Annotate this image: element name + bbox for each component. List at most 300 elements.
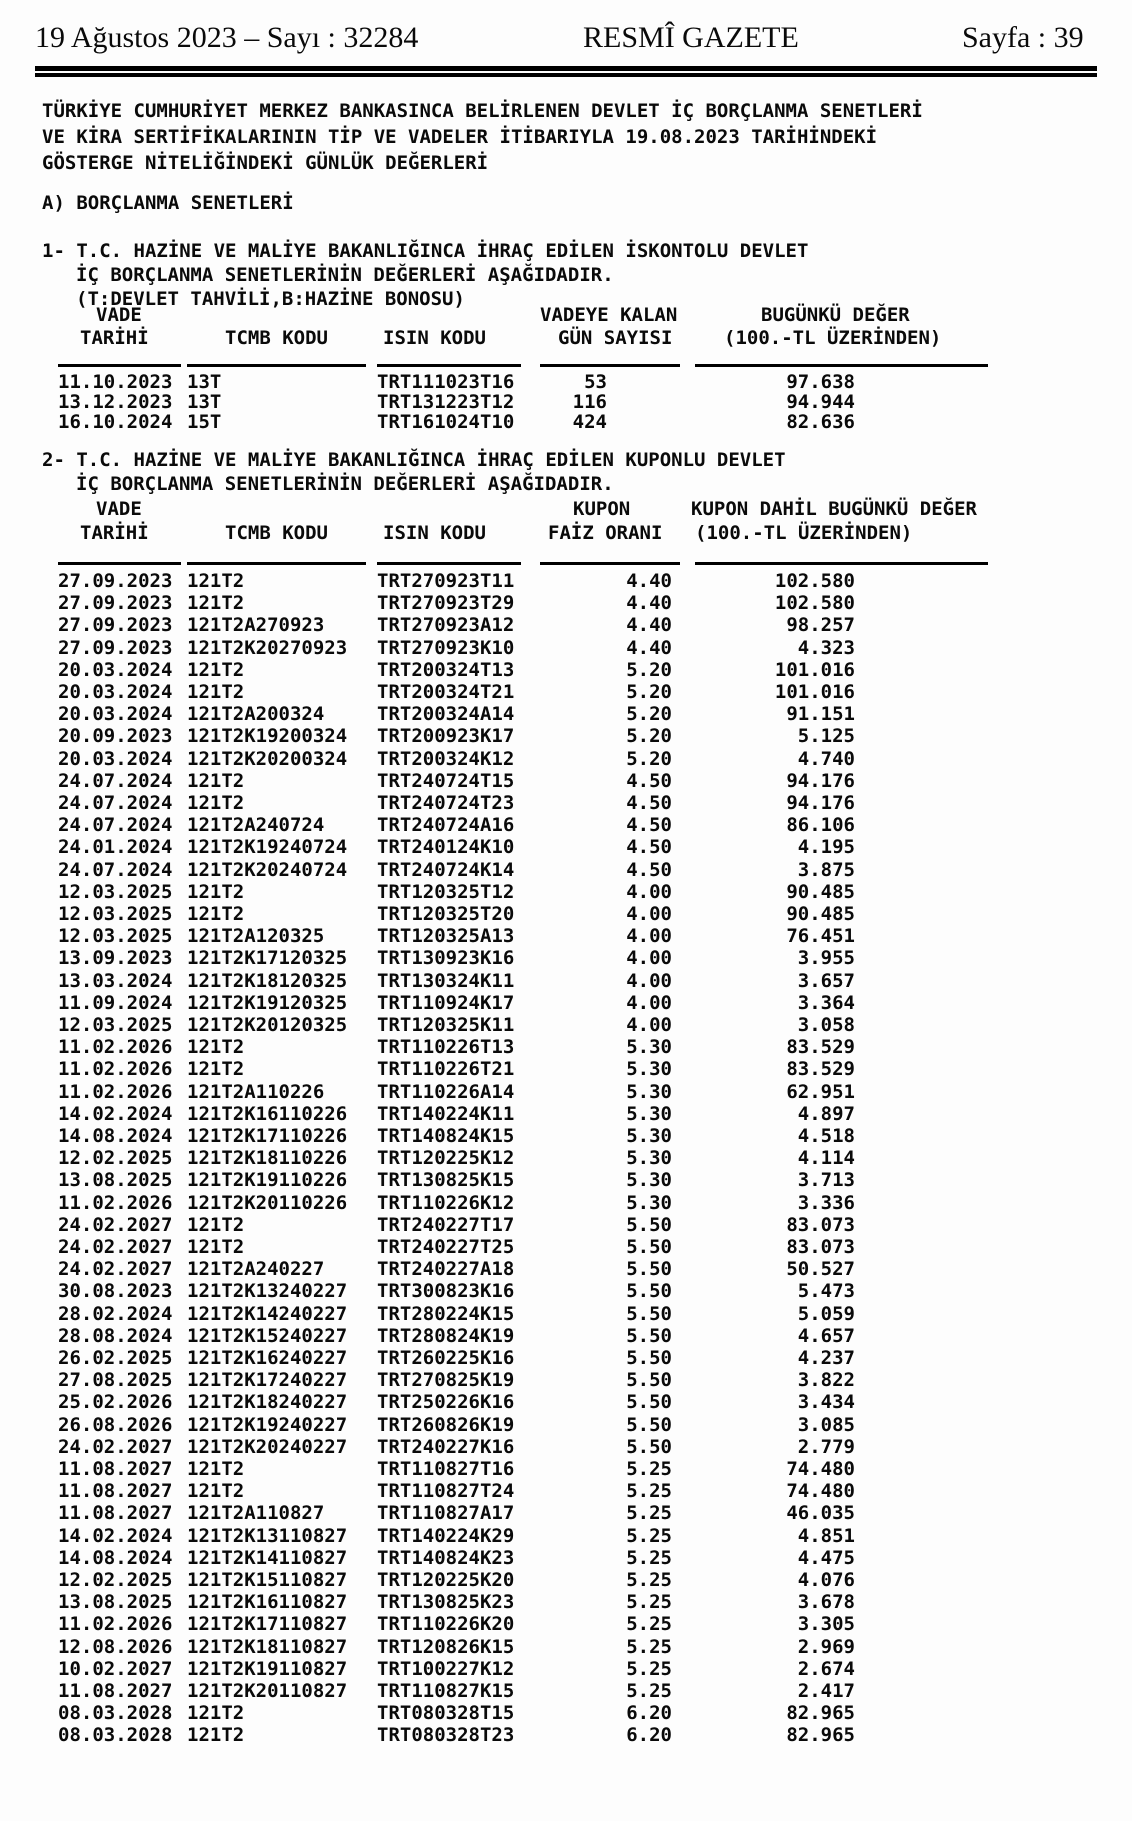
table-cell: 3.336 — [797, 1191, 855, 1214]
table-cell: 121T2A110226 — [187, 1080, 325, 1103]
table-cell: 74.480 — [786, 1458, 855, 1480]
table-cell: 25.02.2026 — [58, 1391, 173, 1414]
table-cell: 11.08.2027 — [58, 1480, 173, 1503]
table-cell: 24.01.2024 — [58, 836, 173, 859]
table-cell: 5.50 — [626, 1280, 672, 1303]
table-row — [0, 1280, 1132, 1302]
table-cell: 13T — [187, 371, 222, 393]
table-cell: 5.30 — [626, 1147, 672, 1170]
table-cell: 94.944 — [786, 391, 855, 413]
table-cell: 5.50 — [626, 1258, 672, 1281]
table1-header-tcmb: TCMB KODU — [225, 327, 328, 349]
table-cell: 14.08.2024 — [58, 1125, 173, 1147]
table-cell: 5.25 — [626, 1657, 672, 1680]
table-row — [0, 659, 1132, 681]
table1-header-isin: ISIN KODU — [383, 327, 486, 349]
table-cell: 121T2K17110827 — [187, 1613, 348, 1636]
table-cell: 82.965 — [786, 1724, 855, 1747]
table-row — [0, 1680, 1132, 1702]
table-cell: 27.09.2023 — [58, 614, 173, 637]
table-cell: 11.09.2024 — [58, 991, 173, 1014]
table-cell: 5.30 — [626, 1125, 672, 1147]
table1-intro-line: 1- T.C. HAZİNE VE MALİYE BAKANLIĞINCA İHRAÇ EDİLEN İSKONTOLU DEVLET — [42, 240, 809, 262]
table-cell: 82.965 — [786, 1702, 855, 1725]
table-cell: 5.25 — [626, 1502, 672, 1525]
table-cell: 11.08.2027 — [58, 1458, 173, 1480]
table-row — [0, 725, 1132, 747]
table-cell: 121T2 — [187, 1236, 245, 1258]
table-cell: 121T2K18110226 — [187, 1147, 348, 1170]
table-cell: 14.02.2024 — [58, 1102, 173, 1125]
table-cell: 5.50 — [626, 1236, 672, 1258]
table-cell: 08.03.2028 — [58, 1724, 173, 1747]
table-cell: TRT270923A12 — [377, 614, 515, 637]
table-cell: 116 — [572, 391, 607, 413]
table2-intro-line: İÇ BORÇLANMA SENETLERİNİN DEĞERLERİ AŞAĞIDADIR. — [76, 473, 614, 495]
table-cell: 4.195 — [797, 836, 855, 859]
table2-header-col4b: FAİZ ORANI — [548, 522, 663, 544]
table-cell: 5.25 — [626, 1680, 672, 1702]
table-cell: 4.50 — [626, 836, 672, 859]
table-cell: TRT280224K15 — [377, 1302, 515, 1325]
table-row — [0, 1325, 1132, 1347]
table-cell: TRT140824K23 — [377, 1546, 515, 1569]
table-cell: 121T2 — [187, 658, 245, 681]
table-cell: 4.114 — [797, 1147, 855, 1170]
table-cell: TRT110924K17 — [377, 991, 515, 1014]
table-cell: 121T2K20240724 — [187, 858, 348, 881]
table-cell: 121T2A200324 — [187, 703, 325, 726]
table-cell: 11.10.2023 — [58, 371, 173, 393]
table-cell: 102.580 — [774, 570, 855, 592]
table-cell: 5.473 — [797, 1280, 855, 1303]
table-cell: 4.50 — [626, 769, 672, 792]
table-row — [0, 1058, 1132, 1080]
table-cell: TRT130825K15 — [377, 1169, 515, 1192]
table-cell: 5.50 — [626, 1391, 672, 1414]
table1-body — [0, 371, 1132, 433]
table-cell: 121T2 — [187, 1480, 245, 1503]
table-cell: 4.518 — [797, 1125, 855, 1147]
table-cell: 121T2K18110827 — [187, 1635, 348, 1658]
table-cell: TRT200324A14 — [377, 703, 515, 726]
table-row — [0, 1236, 1132, 1258]
table-cell: 24.07.2024 — [58, 858, 173, 881]
table-cell: 20.03.2024 — [58, 703, 173, 726]
table-row — [0, 1658, 1132, 1680]
table-cell: 24.02.2027 — [58, 1435, 173, 1458]
table-row — [0, 792, 1132, 814]
table-cell: 20.03.2024 — [58, 747, 173, 770]
table-cell: 121T2A240227 — [187, 1258, 325, 1281]
table-cell: 12.03.2025 — [58, 903, 173, 925]
table-row — [0, 614, 1132, 636]
table-cell: 83.529 — [786, 1036, 855, 1059]
table-cell: 121T2 — [187, 1702, 245, 1725]
table-cell: 5.50 — [626, 1347, 672, 1369]
table-cell: TRT120826K15 — [377, 1635, 515, 1658]
table-cell: 5.25 — [626, 1480, 672, 1503]
table-cell: 11.02.2026 — [58, 1080, 173, 1103]
table-cell: 5.25 — [626, 1613, 672, 1636]
table-cell: 11.02.2026 — [58, 1036, 173, 1059]
table-cell: 24.07.2024 — [58, 792, 173, 814]
table-cell: 121T2K15110827 — [187, 1569, 348, 1591]
table-cell: 5.25 — [626, 1569, 672, 1591]
table-cell: 121T2K17120325 — [187, 947, 348, 970]
table-cell: 76.451 — [786, 925, 855, 948]
table-row — [0, 1569, 1132, 1591]
table-cell: 121T2K19240227 — [187, 1413, 348, 1436]
table-cell: 26.08.2026 — [58, 1413, 173, 1436]
table-cell: TRT240724T23 — [377, 792, 515, 814]
table-cell: TRT240227K16 — [377, 1435, 515, 1458]
table-cell: TRT111023T16 — [377, 371, 515, 393]
table-row — [0, 411, 1132, 433]
table-row — [0, 371, 1132, 393]
table2-header-tarihi: TARİHİ — [80, 522, 149, 544]
table-row — [0, 1391, 1132, 1413]
table-cell: 4.00 — [626, 1014, 672, 1036]
table-row — [0, 1724, 1132, 1746]
table-cell: TRT120325K11 — [377, 1014, 515, 1036]
table-cell: 5.30 — [626, 1080, 672, 1103]
table-cell: 101.016 — [774, 681, 855, 703]
table-cell: 4.00 — [626, 880, 672, 903]
table-row — [0, 881, 1132, 903]
table-cell: 3.713 — [797, 1169, 855, 1192]
table-cell: TRT110827T24 — [377, 1480, 515, 1503]
table-cell: TRT270923T29 — [377, 592, 515, 615]
table-row — [0, 1147, 1132, 1169]
table-row — [0, 1347, 1132, 1369]
table-cell: 121T2K16110226 — [187, 1102, 348, 1125]
table-cell: 5.20 — [626, 703, 672, 726]
table-cell: TRT130324K11 — [377, 969, 515, 992]
table-cell: 121T2K20120325 — [187, 1014, 348, 1036]
table-row — [0, 1525, 1132, 1547]
table-cell: 5.20 — [626, 747, 672, 770]
table1-header-col5: BUGÜNKÜ DEĞER — [761, 304, 910, 326]
table-cell: TRT270923T11 — [377, 570, 515, 592]
table-cell: TRT120325A13 — [377, 925, 515, 948]
table-cell: TRT131223T12 — [377, 391, 515, 413]
table-cell: 121T2 — [187, 903, 245, 925]
table-cell: 3.058 — [797, 1014, 855, 1036]
table-row — [0, 903, 1132, 925]
table-cell: 4.40 — [626, 614, 672, 637]
table-cell: 4.50 — [626, 814, 672, 837]
table-cell: 121T2A110827 — [187, 1502, 325, 1525]
table-row — [0, 970, 1132, 992]
table-cell: 121T2K20110226 — [187, 1191, 348, 1214]
table-cell: TRT110226K12 — [377, 1191, 515, 1214]
table-cell: 83.073 — [786, 1213, 855, 1236]
masthead-rule-bottom — [35, 73, 1097, 77]
document-title-line: GÖSTERGE NİTELİĞİNDEKİ GÜNLÜK DEĞERLERİ — [42, 152, 489, 174]
table-cell: TRT240227T17 — [377, 1213, 515, 1236]
table2-header-col5b: (100.-TL ÜZERİNDEN) — [695, 522, 913, 544]
table-cell: 424 — [572, 411, 607, 433]
table-cell: TRT161024T10 — [377, 411, 515, 433]
table-row — [0, 1081, 1132, 1103]
masthead-page-number: Sayfa : 39 — [962, 21, 1084, 54]
table-cell: 121T2 — [187, 880, 245, 903]
table2-body — [0, 570, 1132, 1750]
table-cell: 12.03.2025 — [58, 1014, 173, 1036]
table-cell: 121T2K14110827 — [187, 1546, 348, 1569]
table-cell: 121T2K16240227 — [187, 1347, 348, 1369]
table-cell: 3.822 — [797, 1369, 855, 1392]
table-cell: 4.897 — [797, 1102, 855, 1125]
table-cell: TRT200923K17 — [377, 725, 515, 748]
table-cell: 121T2K19110226 — [187, 1169, 348, 1192]
table-cell: 82.636 — [786, 411, 855, 433]
table-cell: 3.875 — [797, 858, 855, 881]
table-cell: 83.529 — [786, 1058, 855, 1081]
table-cell: 62.951 — [786, 1080, 855, 1103]
table-cell: TRT120325T20 — [377, 903, 515, 925]
table1-intro-line: İÇ BORÇLANMA SENETLERİNİN DEĞERLERİ AŞAĞIDADIR. — [76, 264, 614, 286]
table-cell: 27.09.2023 — [58, 570, 173, 592]
table-cell: 97.638 — [786, 371, 855, 393]
masthead-title: RESMÎ GAZETE — [583, 21, 799, 54]
table-cell: 24.02.2027 — [58, 1258, 173, 1281]
table-cell: 5.50 — [626, 1324, 672, 1347]
table-cell: TRT240124K10 — [377, 836, 515, 859]
table-cell: 14.02.2024 — [58, 1524, 173, 1547]
table-cell: TRT110827K15 — [377, 1680, 515, 1702]
table-row — [0, 748, 1132, 770]
table-cell: 83.073 — [786, 1236, 855, 1258]
table-cell: 74.480 — [786, 1480, 855, 1503]
table-cell: 50.527 — [786, 1258, 855, 1281]
table-cell: 27.09.2023 — [58, 636, 173, 659]
table-cell: 3.434 — [797, 1391, 855, 1414]
table-cell: 3.955 — [797, 947, 855, 970]
table-row — [0, 570, 1132, 592]
table-cell: TRT080328T15 — [377, 1702, 515, 1725]
table2-header-vade: VADE — [96, 498, 142, 520]
table-row — [0, 1502, 1132, 1524]
table-row — [0, 1169, 1132, 1191]
table-cell: 46.035 — [786, 1502, 855, 1525]
table-row — [0, 836, 1132, 858]
table-row — [0, 391, 1132, 413]
table-cell: 121T2 — [187, 1036, 245, 1059]
table-cell: 121T2K13110827 — [187, 1524, 348, 1547]
table-cell: 12.03.2025 — [58, 880, 173, 903]
table-cell: 121T2K17110226 — [187, 1125, 348, 1147]
table-cell: TRT100227K12 — [377, 1657, 515, 1680]
table-cell: 121T2 — [187, 769, 245, 792]
table-cell: 94.176 — [786, 792, 855, 814]
table-cell: 5.30 — [626, 1102, 672, 1125]
table-cell: 11.02.2026 — [58, 1613, 173, 1636]
table-row — [0, 1436, 1132, 1458]
table1-header-col4: VADEYE KALAN — [540, 304, 678, 326]
table-cell: 5.50 — [626, 1302, 672, 1325]
masthead-date-issue: 19 Ağustos 2023 – Sayı : 32284 — [35, 21, 419, 54]
table-cell: 12.02.2025 — [58, 1147, 173, 1170]
table-cell: 13T — [187, 391, 222, 413]
table-cell: 121T2K20270923 — [187, 636, 348, 659]
table-cell: 27.08.2025 — [58, 1369, 173, 1392]
table-cell: 5.20 — [626, 681, 672, 703]
table-cell: 24.02.2027 — [58, 1213, 173, 1236]
table-cell: TRT240724T15 — [377, 769, 515, 792]
table-cell: 5.25 — [626, 1524, 672, 1547]
table-cell: 13.12.2023 — [58, 391, 173, 413]
table-cell: 91.151 — [786, 703, 855, 726]
table-row — [0, 1613, 1132, 1635]
table-cell: 121T2 — [187, 592, 245, 615]
table-cell: 16.10.2024 — [58, 411, 173, 433]
table-cell: 121T2 — [187, 1724, 245, 1747]
table-cell: 20.03.2024 — [58, 658, 173, 681]
table-cell: 5.30 — [626, 1191, 672, 1214]
table-cell: 4.475 — [797, 1546, 855, 1569]
table-cell: 121T2 — [187, 681, 245, 703]
table-cell: 121T2 — [187, 570, 245, 592]
table-cell: 5.50 — [626, 1369, 672, 1392]
table-row — [0, 859, 1132, 881]
table-cell: 4.50 — [626, 792, 672, 814]
table-row — [0, 592, 1132, 614]
table-cell: 3.085 — [797, 1413, 855, 1436]
table-cell: TRT280824K19 — [377, 1324, 515, 1347]
table-cell: 2.969 — [797, 1635, 855, 1658]
table-cell: 4.323 — [797, 636, 855, 659]
table-cell: TRT110226T13 — [377, 1036, 515, 1059]
table-cell: TRT240724A16 — [377, 814, 515, 837]
table-cell: 98.257 — [786, 614, 855, 637]
table-row — [0, 947, 1132, 969]
table-cell: TRT140224K29 — [377, 1524, 515, 1547]
table-cell: TRT120225K12 — [377, 1147, 515, 1170]
table1-header-vade: VADE — [96, 304, 142, 326]
table-cell: 121T2K19240724 — [187, 836, 348, 859]
table-cell: 4.740 — [797, 747, 855, 770]
table-cell: TRT270923K10 — [377, 636, 515, 659]
table-row — [0, 1547, 1132, 1569]
table-cell: 121T2K18120325 — [187, 969, 348, 992]
table-cell: TRT120225K20 — [377, 1569, 515, 1591]
table-cell: 20.03.2024 — [58, 681, 173, 703]
table-cell: TRT270825K19 — [377, 1369, 515, 1392]
table1-intro-line: (T:DEVLET TAHVİLİ,B:HAZİNE BONOSU) — [76, 288, 465, 310]
table-cell: TRT260225K16 — [377, 1347, 515, 1369]
table-cell: TRT110226T21 — [377, 1058, 515, 1081]
table-row — [0, 1591, 1132, 1613]
table-cell: 86.106 — [786, 814, 855, 837]
table2-intro-line: 2- T.C. HAZİNE VE MALİYE BAKANLIĞINCA İHRAÇ EDİLEN KUPONLU DEVLET — [42, 449, 786, 471]
table-row — [0, 1214, 1132, 1236]
table-cell: 5.50 — [626, 1413, 672, 1436]
table-cell: 15T — [187, 411, 222, 433]
table-cell: TRT140224K11 — [377, 1102, 515, 1125]
table-cell: 4.237 — [797, 1347, 855, 1369]
table-cell: TRT110827T16 — [377, 1458, 515, 1480]
table-row — [0, 814, 1132, 836]
table-cell: 121T2K17240227 — [187, 1369, 348, 1392]
table-cell: TRT130923K16 — [377, 947, 515, 970]
table-cell: 24.07.2024 — [58, 769, 173, 792]
table-row — [0, 1036, 1132, 1058]
table-cell: 5.25 — [626, 1546, 672, 1569]
table-cell: 101.016 — [774, 658, 855, 681]
table-row — [0, 1103, 1132, 1125]
table-cell: 5.059 — [797, 1302, 855, 1325]
table1-header-tarihi: TARİHİ — [80, 327, 149, 349]
masthead-rule-top — [35, 66, 1097, 71]
table-row — [0, 1192, 1132, 1214]
table-row — [0, 1369, 1132, 1391]
table-row — [0, 1125, 1132, 1147]
table-cell: 5.30 — [626, 1169, 672, 1192]
table-cell: 121T2 — [187, 1058, 245, 1081]
table-cell: 121T2A270923 — [187, 614, 325, 637]
table-cell: 94.176 — [786, 769, 855, 792]
table-cell: 12.02.2025 — [58, 1569, 173, 1591]
table-cell: 5.20 — [626, 658, 672, 681]
table-cell: 121T2K19120325 — [187, 991, 348, 1014]
table-cell: 24.07.2024 — [58, 814, 173, 837]
table-cell: 121T2K13240227 — [187, 1280, 348, 1303]
table-row — [0, 703, 1132, 725]
table-cell: 12.08.2026 — [58, 1635, 173, 1658]
document-title-line: TÜRKİYE CUMHURİYET MERKEZ BANKASINCA BELİRLENEN DEVLET İÇ BORÇLANMA SENETLERİ — [42, 100, 923, 122]
table-cell: 4.851 — [797, 1524, 855, 1547]
document-title-line: VE KİRA SERTİFİKALARININ TİP VE VADELER İTİBARIYLA 19.08.2023 TARİHİNDEKİ — [42, 126, 878, 148]
table-cell: 121T2K20240227 — [187, 1435, 348, 1458]
section-a-heading: A) BORÇLANMA SENETLERİ — [42, 192, 294, 214]
table-cell: 5.25 — [626, 1591, 672, 1614]
table2-header-col4: KUPON — [573, 498, 631, 520]
table-cell: TRT200324K12 — [377, 747, 515, 770]
table-cell: 121T2A120325 — [187, 925, 325, 948]
table2-header-tcmb: TCMB KODU — [225, 522, 328, 544]
table-cell: TRT240724K14 — [377, 858, 515, 881]
table-cell: 121T2K20200324 — [187, 747, 348, 770]
table-cell: 11.02.2026 — [58, 1058, 173, 1081]
table-cell: 4.00 — [626, 969, 672, 992]
table-cell: TRT200324T21 — [377, 681, 515, 703]
table-cell: 08.03.2028 — [58, 1702, 173, 1725]
table-row — [0, 925, 1132, 947]
table-cell: 121T2K18240227 — [187, 1391, 348, 1414]
table-cell: 5.20 — [626, 725, 672, 748]
table-cell: TRT260826K19 — [377, 1413, 515, 1436]
table-cell: 6.20 — [626, 1724, 672, 1747]
table-cell: 4.00 — [626, 991, 672, 1014]
table1-header-col5b: (100.-TL ÜZERİNDEN) — [724, 327, 942, 349]
table1-header-rule — [0, 364, 1132, 367]
table-cell: 11.08.2027 — [58, 1502, 173, 1525]
table-cell: 121T2 — [187, 792, 245, 814]
table-cell: 2.779 — [797, 1435, 855, 1458]
table-cell: 121T2K14240227 — [187, 1302, 348, 1325]
table-cell: 13.09.2023 — [58, 947, 173, 970]
table-row — [0, 1458, 1132, 1480]
table-cell: TRT120325T12 — [377, 880, 515, 903]
table2-header-rule — [0, 562, 1132, 565]
table-cell: 6.20 — [626, 1702, 672, 1725]
table-cell: 20.09.2023 — [58, 725, 173, 748]
table-row — [0, 992, 1132, 1014]
table-cell: 11.02.2026 — [58, 1191, 173, 1214]
table-cell: 102.580 — [774, 592, 855, 615]
